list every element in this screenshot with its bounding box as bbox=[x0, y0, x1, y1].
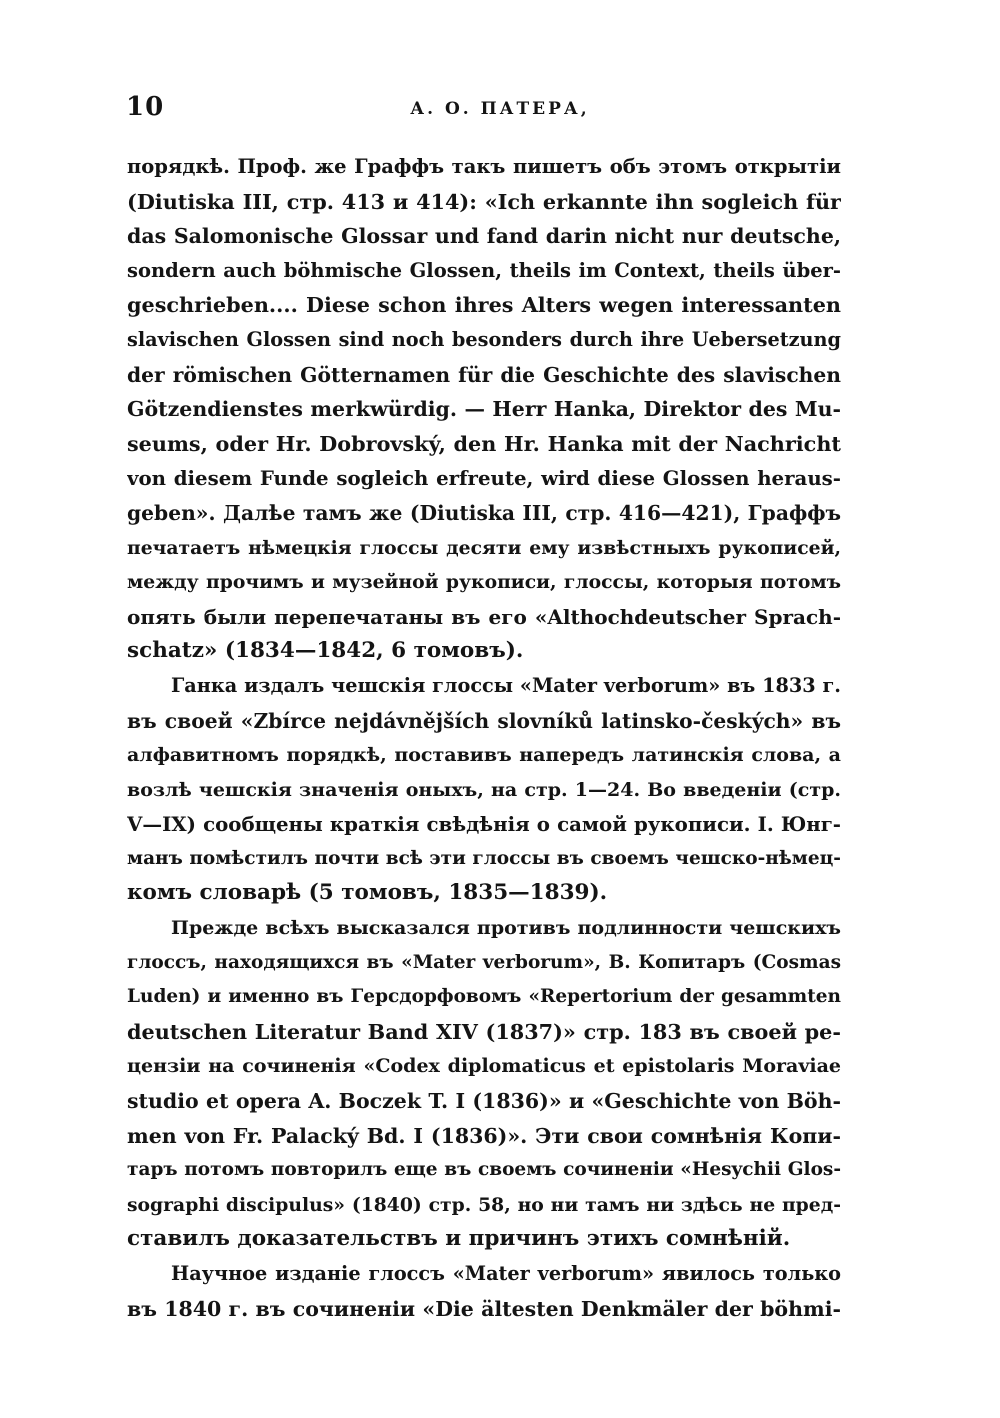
text-line: der römischen Götternamen für die Geschichte des slavischen bbox=[127, 362, 841, 387]
text-line: въ своей «Zbírce nejdávnějších slovníků latinsko-českých» въ bbox=[127, 708, 841, 733]
text-line: порядкѣ. Проф. же Граффъ такъ пишетъ объ этомъ открытiи bbox=[127, 155, 841, 178]
text-line: между прочимъ и музейной рукописи, глоссы, которыя потомъ bbox=[127, 571, 841, 594]
page-number: 10 bbox=[126, 92, 165, 122]
text-line: seums, oder Hr. Dobrovský, den Hr. Hanka mit der Nachricht bbox=[127, 431, 841, 456]
text-line: опять были перепечатаны въ его «Althochdeutscher Sprach- bbox=[127, 604, 841, 629]
text-line: таръ потомъ повторилъ еще въ своемъ сочиненiи «Hesychii Glos- bbox=[127, 1159, 841, 1181]
text-line: Götzendienstes merkwürdig. — Herr Hanka, Direktor des Mu- bbox=[127, 397, 841, 422]
running-title: А. О. ПАТЕРА, bbox=[410, 99, 590, 119]
text-line: deutschen Literatur Band XIV (1837)» стр. 183 въ своей ре- bbox=[127, 1019, 841, 1044]
text-line: въ 1840 г. въ сочиненiи «Die ältesten Denkmäler der böhmi- bbox=[127, 1296, 841, 1321]
text-line: men von Fr. Palacký Bd. I (1836)». Эти свои сомнѣнiя Копи- bbox=[127, 1123, 841, 1148]
text-line: sondern auch böhmische Glossen, theils im Context, theils über- bbox=[127, 258, 841, 282]
text-line: V—IX) сообщены краткiя свѣдѣнiя о самой рукописи. I. Юнг- bbox=[127, 812, 841, 837]
text-line: глоссъ, находящихся въ «Mater verborum», В. Копитаръ (Cosmas bbox=[127, 951, 841, 973]
text-line: von diesem Funde sogleich erfreute, wird diese Glossen heraus- bbox=[127, 466, 841, 491]
text-line: das Salomonische Glossar und fand darin nicht nur deutsche, bbox=[127, 224, 841, 249]
text-line: slavischen Glossen sind noch besonders durch ihre Uebersetzung bbox=[127, 327, 841, 351]
text-line: sographi discipulus» (1840) стр. 58, но ни тамъ ни здѣсь не пред- bbox=[127, 1193, 841, 1216]
text-line: алфавитномъ порядкѣ, поставивъ напередъ латинскiя слова, а bbox=[127, 744, 841, 767]
text-line: манъ помѣстилъ почти всѣ эти глоссы въ своемъ чешско-нѣмец- bbox=[127, 847, 841, 869]
text-line: (Diutiska III, стр. 413 и 414): «Ich erkannte ihn sogleich für bbox=[127, 189, 841, 214]
text-line: Научное изданiе глоссъ «Mater verborum» явилось только bbox=[171, 1262, 841, 1285]
text-line: возлѣ чешскiя значенiя оныхъ, на стр. 1—24. Во введенiи (стр. bbox=[127, 778, 841, 801]
text-line: печатаетъ нѣмецкiя глоссы десяти ему извѣстныхъ рукописей, bbox=[127, 536, 841, 559]
text-line: ставилъ доказательствъ и причинъ этихъ сомнѣнiй. bbox=[127, 1226, 791, 1252]
text-line: studio et opera A. Boczek T. I (1836)» и «Geschichte von Böh- bbox=[127, 1089, 841, 1114]
text-line: комъ словарѣ (5 томовъ, 1835—1839). bbox=[127, 880, 608, 906]
text-line: Прежде всѣхъ высказался противъ подлинности чешскихъ bbox=[171, 917, 841, 940]
text-line: Luden) и именно въ Герсдорфовомъ «Repertorium der gesammten bbox=[127, 986, 841, 1008]
body-text bbox=[127, 150, 841, 1326]
text-line: цензiи на сочиненiя «Codex diplomaticus et epistolaris Moraviae bbox=[127, 1055, 841, 1078]
text-line: Ганка издалъ чешскiя глоссы «Mater verborum» въ 1833 г. bbox=[171, 673, 841, 697]
text-line: schatz» (1834—1842, 6 томовъ). bbox=[127, 638, 524, 664]
text-line: geschrieben.... Diese schon ihres Alters wegen interessanten bbox=[127, 293, 841, 318]
text-line: geben». Далѣе тамъ же (Diutiska III, стр. 416—421), Граффъ bbox=[127, 500, 841, 525]
